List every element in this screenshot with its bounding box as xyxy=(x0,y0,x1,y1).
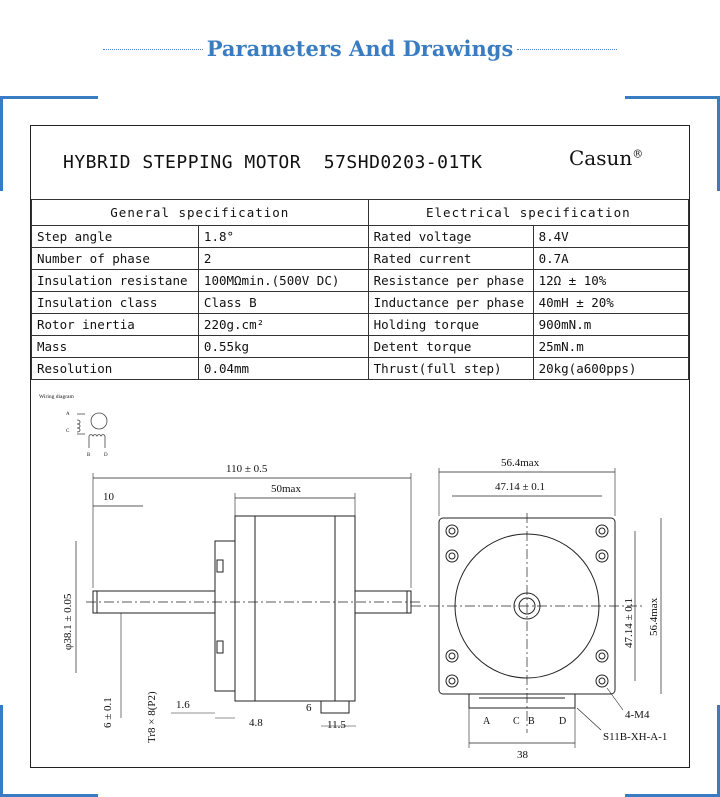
connector-model: S11B-XH-A-1 xyxy=(603,731,668,743)
electrical-label: Detent torque xyxy=(368,336,533,358)
dim-shaft-diameter: φ38.1 ± 0.05 xyxy=(62,593,74,650)
general-value: 100MΩmin.(500V DC) xyxy=(198,270,368,292)
pin-label: C xyxy=(513,716,520,727)
mechanical-drawing xyxy=(31,388,688,768)
general-value: 2 xyxy=(198,248,368,270)
electrical-value: 8.4V xyxy=(533,226,688,248)
electrical-label: Rated current xyxy=(368,248,533,270)
pin-label: A xyxy=(483,716,491,727)
electrical-value: 12Ω ± 10% xyxy=(533,270,688,292)
dim-connector-width: 11.5 xyxy=(327,719,346,731)
general-value: Class B xyxy=(198,292,368,314)
general-label: Resolution xyxy=(32,358,199,380)
page-header xyxy=(0,0,720,100)
electrical-value: 40mH ± 20% xyxy=(533,292,688,314)
dim-shaft-offset: 10 xyxy=(103,491,114,503)
dim-outer-width: 56.4max xyxy=(501,457,540,469)
dim-hole-spacing-x: 47.14 ± 0.1 xyxy=(495,481,546,493)
spec-row xyxy=(32,292,689,314)
general-label: Insulation class xyxy=(32,292,199,314)
electrical-label: Resistance per phase xyxy=(368,270,533,292)
electrical-label: Thrust(full step) xyxy=(368,358,533,380)
dim-connector-width-front: 38 xyxy=(517,749,528,761)
spec-row xyxy=(32,270,689,292)
electrical-spec-header: Electrical specification xyxy=(368,200,688,226)
wiring-caption: Wiring diagram xyxy=(39,394,74,400)
dim-body-length: 50max xyxy=(271,483,301,495)
side-view xyxy=(76,473,421,726)
wiring-label-d: D xyxy=(104,453,108,458)
registered-mark: ® xyxy=(632,147,644,161)
datasheet xyxy=(30,125,690,768)
wiring-label-c: C xyxy=(66,429,70,434)
general-label: Step angle xyxy=(32,226,199,248)
dim-connector-height: 6 xyxy=(306,702,312,714)
electrical-label: Holding torque xyxy=(368,314,533,336)
dim-total-length: 110 ± 0.5 xyxy=(226,463,268,475)
datasheet-heading xyxy=(31,126,688,200)
spec-row xyxy=(32,314,689,336)
general-value: 220g.cm² xyxy=(198,314,368,336)
motor-title: HYBRID STEPPING MOTOR 57SHD0203-01TK xyxy=(63,152,483,173)
page-title: Parameters And Drawings xyxy=(206,36,514,61)
general-label: Number of phase xyxy=(32,248,199,270)
wiring-label-b: B xyxy=(87,453,91,458)
pin-label: D xyxy=(559,716,567,727)
electrical-value: 20kg(a600pps) xyxy=(533,358,688,380)
brand-logo xyxy=(569,146,643,170)
spec-table xyxy=(31,199,689,380)
general-spec-header: General specification xyxy=(32,200,369,226)
general-value: 0.55kg xyxy=(198,336,368,358)
spec-header-row xyxy=(32,200,689,226)
dim-flange-thickness: 4.8 xyxy=(249,717,263,729)
electrical-value: 25mN.m xyxy=(533,336,688,358)
wiring-diagram xyxy=(39,394,108,458)
spec-row xyxy=(32,336,689,358)
general-label: Mass xyxy=(32,336,199,358)
wiring-label-a: A xyxy=(66,412,70,417)
dim-small: 6 ± 0.1 xyxy=(102,697,114,728)
electrical-label: Rated voltage xyxy=(368,226,533,248)
dim-hole-spacing-y: 47.14 ± 0.1 xyxy=(623,597,635,648)
brand-name: Casun xyxy=(569,146,633,170)
electrical-value: 900mN.m xyxy=(533,314,688,336)
electrical-value: 0.7A xyxy=(533,248,688,270)
general-value: 1.8° xyxy=(198,226,368,248)
spec-row xyxy=(32,248,689,270)
general-label: Insulation resistane xyxy=(32,270,199,292)
general-value: 0.04mm xyxy=(198,358,368,380)
spec-row xyxy=(32,358,689,380)
title-right-rule xyxy=(517,49,617,50)
screw-spec: 4-M4 xyxy=(625,709,650,721)
spec-row xyxy=(32,226,689,248)
dim-thread: Tr8 × 8(P2) xyxy=(146,691,158,743)
general-label: Rotor inertia xyxy=(32,314,199,336)
dim-outer-height: 56.4max xyxy=(648,597,660,636)
pin-label: B xyxy=(528,716,535,727)
dim-flange-gap: 1.6 xyxy=(176,699,190,711)
electrical-label: Inductance per phase xyxy=(368,292,533,314)
